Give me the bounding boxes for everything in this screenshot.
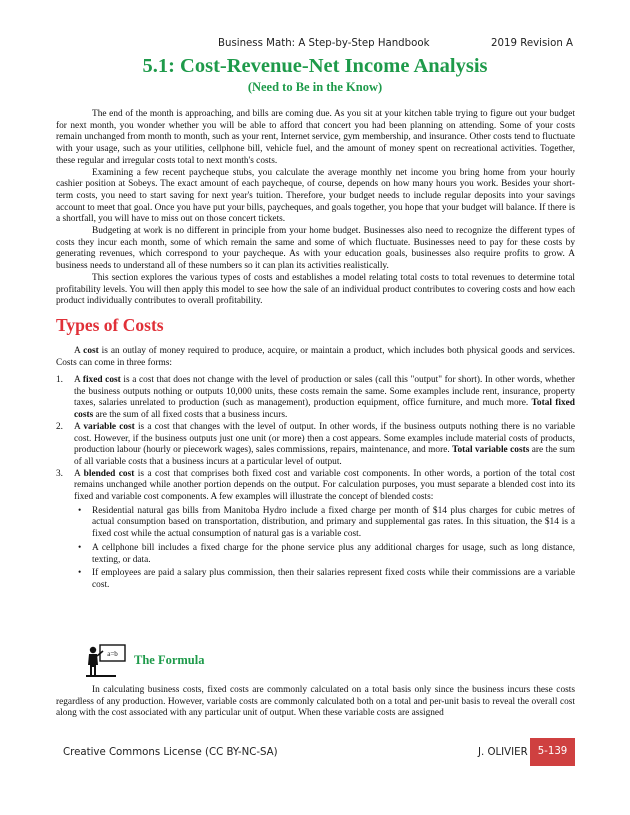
term-fixed-cost: fixed cost	[82, 375, 121, 385]
term-variable-cost: variable cost	[83, 421, 135, 432]
formula-paragraph: In calculating business costs, fixed costs are commonly calculated on a total basis only since the business incurs these costs regardless of any production. However, variable costs are commonly calculated both on a total and per-unit basis to reveal the overall cost along with the cost associated with any particular unit of output. When these variable costs are assigned	[56, 685, 575, 719]
term-cost: cost	[83, 346, 99, 356]
intro-paragraph: The end of the month is approaching, and bills are coming due. As you sit at your kitchen table trying to figure out your budget for next month, you wonder whether you will be able to afford that concert you had been planning on attending. Some of your costs remain unchanged from month to month, such as your rent, Internet service, gym membership, and insurance. Other costs tend to fluctuate with your usage, such as your utilities, cellphone bill, vehicle fuel, and the amount of money spent on recreational activities. Together, these regular and irregular costs total to next month's costs.	[56, 109, 575, 166]
intro-paragraph: Examining a few recent paycheque stubs, you calculate the average monthly net income you bring home from your hourly cashier position at Sobeys. The exact amount of each paycheque, of course, depends on how many hours you work. Besides your short-term costs, you need to start saving for next year's tuition. Therefore, your budget needs to include regular deposits into your savings account to meet that goal. Once you have put your bills, paycheques, and goals together, you hope that your budget will balance. If there is a shortfall, you will have to miss out on those concert tickets.	[56, 167, 575, 225]
term-total-variable-costs: Total variable costs	[452, 445, 530, 456]
types-of-costs-intro: A cost is an outlay of money required to produce, acquire, or maintain a product, which includes both physical goods and services. Costs can come in three forms:	[56, 346, 575, 368]
bullet-item: • A cellphone bill includes a fixed charge for the phone service plus any additional charges for usage, such as long distance, texting, or data.	[78, 542, 575, 565]
formula-text	[56, 685, 575, 720]
list-item-blended-cost: 3. A blended cost is a cost that comprises both fixed cost and variable cost components. In other words, a portion of the total cost remains unchanged while another portion depends on the output. For calculation purposes, you must separate a blended cost into its fixed and variable cost components. A few examples will illustrate the concept of blended costs: • Residential natural gas bills from Manitoba Hydro include a fixed charge per month of $14 plus charges for cubic metres of actual consumption based on transportation, distribution, and primary and supplemental gas rates. In this situation, the $14 is a fixed cost while the actual consumption of natural gas is a variable cost. • A cellphone bill includes a fixed charge for the phone service plus any additional charges for usage, such as long distance, texting, or data. • If employees are paid a salary plus commission, then their salaries represent fixed costs while their commissions are a variable cost.	[56, 468, 575, 590]
types-of-costs-heading: Types of Costs	[56, 315, 164, 335]
footer-license: Creative Commons License (CC BY-NC-SA)	[63, 747, 278, 758]
cost-types-list	[56, 375, 575, 594]
list-item-fixed-cost: 1. A fixed cost is a cost that does not change with the level of production or sales (call this "output" for short). In other words, whether the business outputs nothing or outputs 10,000 units, these costs remain the same. Some examples include rent, insurance, property taxes, salaries unrelated to production (such as management), production equipment, office furniture, and much more. Total fixed costs are the sum of all fixed costs that a business incurs.	[56, 375, 576, 421]
bullet-item: • Residential natural gas bills from Manitoba Hydro include a fixed charge per month of $14 plus charges for cubic metres of actual consumption based on transportation, distribution, and primary and supplemental gas rates. In this situation, the $14 is a fixed cost while the actual consumption of natural gas is a variable cost.	[78, 505, 575, 540]
term-blended-cost: blended cost	[83, 468, 135, 479]
intro-text	[56, 109, 575, 308]
formula-heading: The Formula	[134, 653, 205, 667]
list-item-variable-cost: 2. A variable cost is a cost that changes with the level of output. In other words, if the business outputs nothing there is no variable cost. However, if the business outputs just one unit (or more) then a cost appears. Some examples include material costs of products, production labour (hourly or piecework wages), sales commissions, repairs, maintenance, and more. Total variable costs are the sum of all variable costs that a business incurs at a particular level of output.	[56, 421, 576, 467]
intro-paragraph: Budgeting at work is no different in principle from your home budget. Businesses also need to recognize the different types of costs they incur each month, some of which remain the same and some of which fluctuate. Businesses need to pay for these costs by generating revenues, which correspond to your paycheque. As with your education goals, businesses also require profits to grow. A business needs to understand all of these numbers so it can plan its activities realistically.	[56, 226, 575, 272]
board-formula-label: a=b	[107, 650, 118, 658]
running-header-title: Business Math: A Step-by-Step Handbook	[218, 38, 430, 49]
term-total-fixed-costs: Total fixed costs	[74, 398, 576, 421]
running-header-revision: 2019 Revision A	[491, 38, 573, 49]
section-title: 5.1: Cost-Revenue-Net Income Analysis	[142, 55, 488, 77]
page-number-badge: 5-139	[530, 738, 575, 766]
blended-cost-examples	[74, 506, 575, 592]
section-subtitle: (Need to Be in the Know)	[247, 80, 383, 94]
intro-paragraph: This section explores the various types of costs and establishes a model relating total costs to total revenues to determine total profitability levels. You will then apply this model to see how the sale of an individual product contributes to covering costs and how each product individually contributes to overall profitability.	[56, 272, 575, 307]
teacher-board-icon	[86, 643, 126, 677]
bullet-item: • If employees are paid a salary plus commission, then their salaries represent fixed costs while their commissions are a variable cost.	[78, 568, 575, 590]
footer-author: J. OLIVIER	[478, 747, 528, 758]
